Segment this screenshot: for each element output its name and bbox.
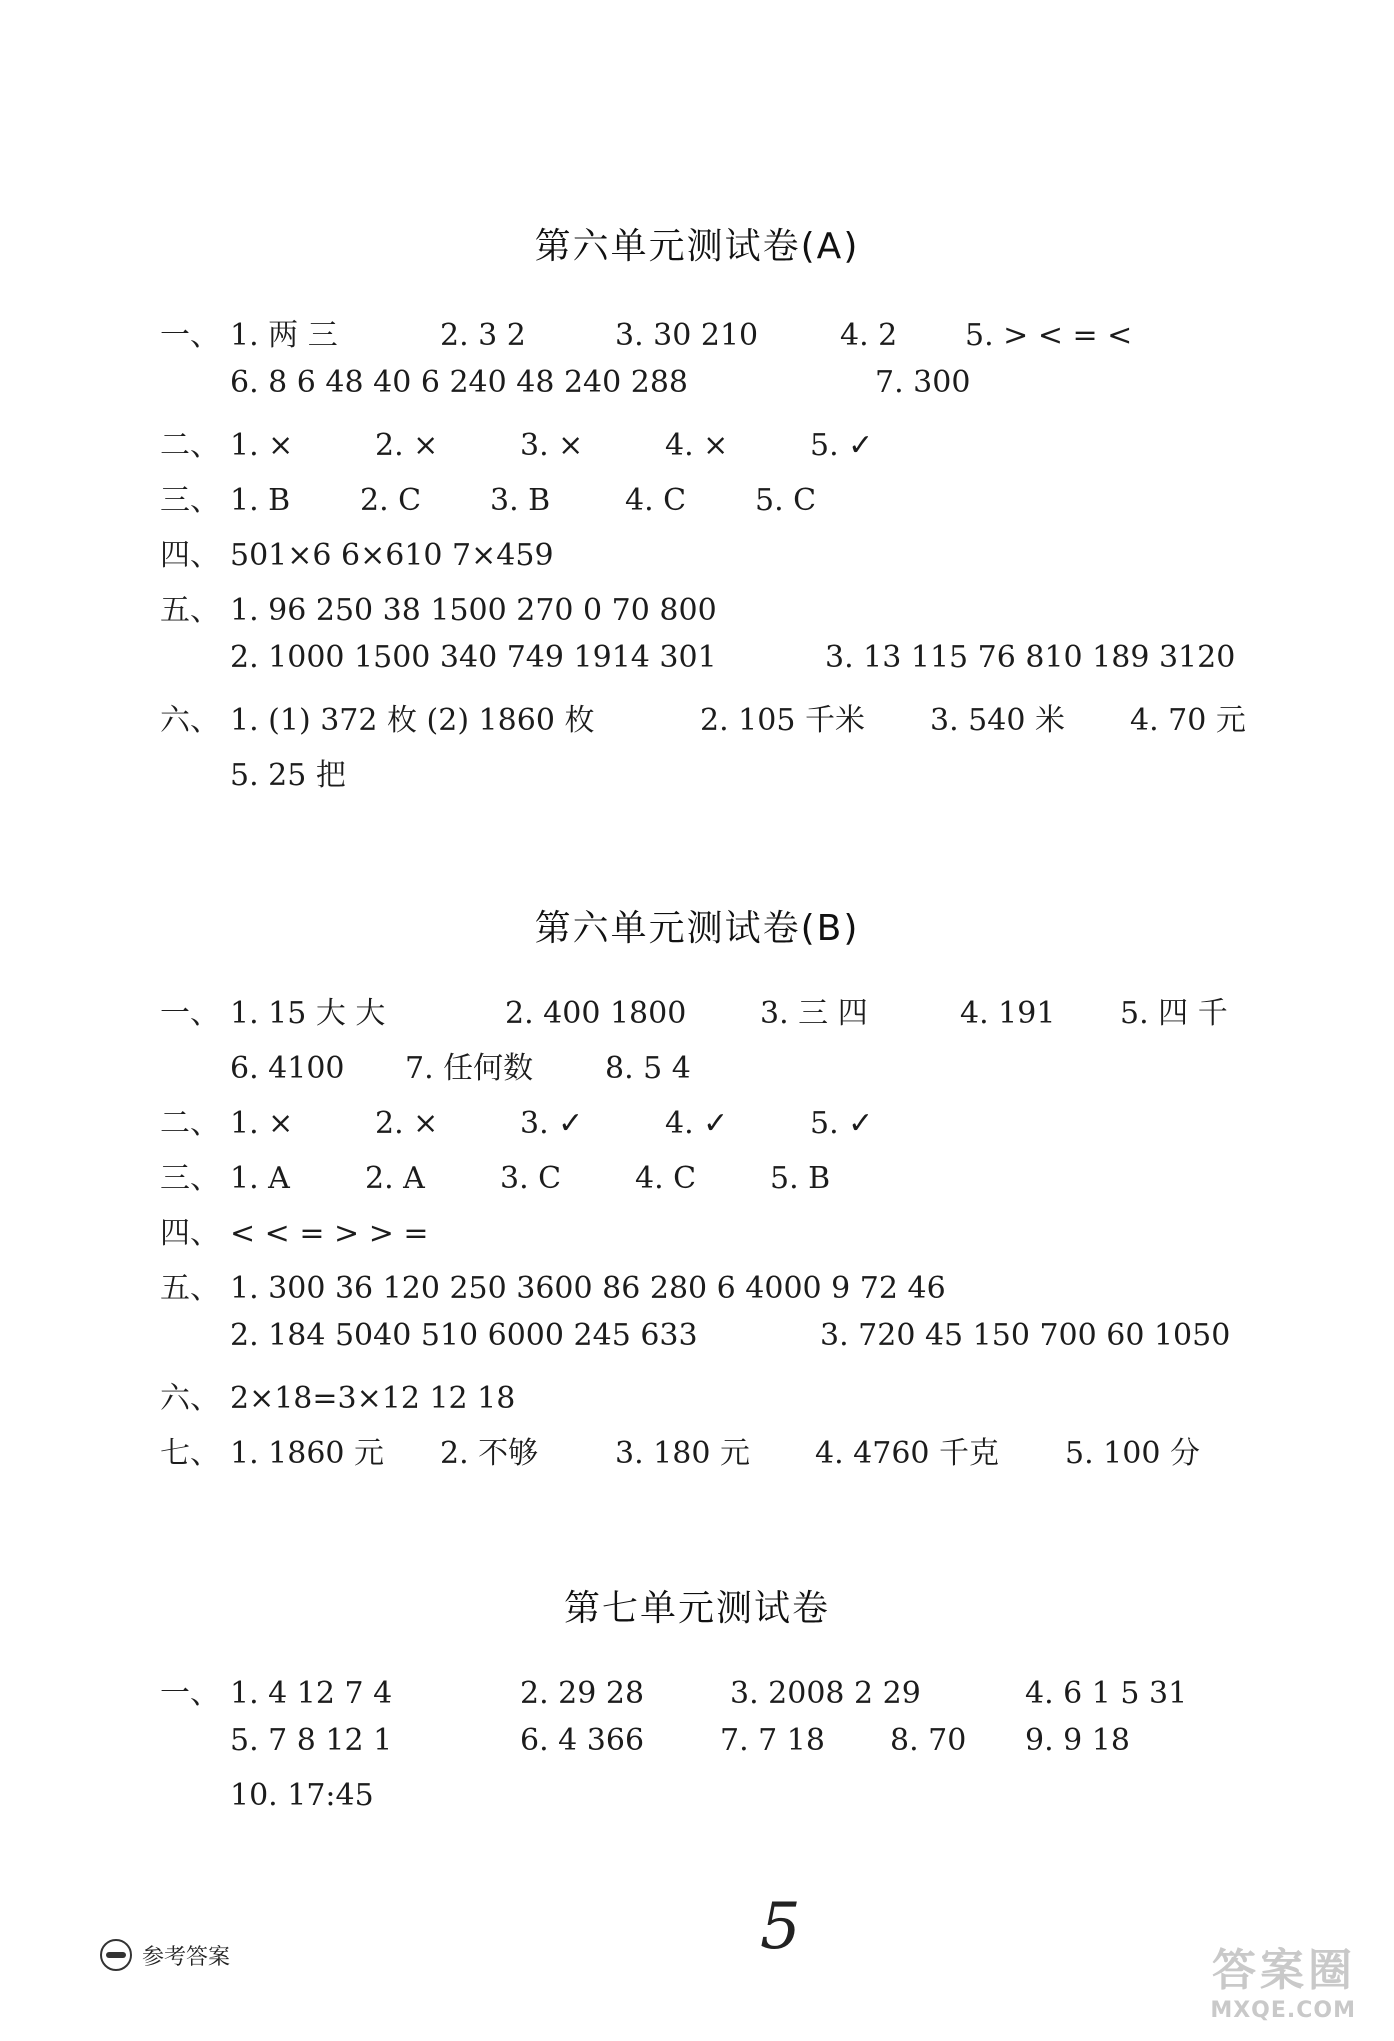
answer-item: 2. 1000 1500 340 749 1914 301 bbox=[230, 640, 717, 675]
answer-item: 3. B bbox=[490, 483, 551, 518]
answer-item: 6. 4100 bbox=[230, 1051, 345, 1086]
answer-line bbox=[230, 1778, 374, 1813]
answer-line bbox=[160, 310, 1132, 354]
question-label: 四、 bbox=[160, 1216, 220, 1251]
answer-item: 2. A bbox=[365, 1161, 425, 1196]
answer-item: 3. ✓ bbox=[520, 1106, 584, 1141]
answer-item: 4. × bbox=[665, 428, 729, 463]
question-label: 三、 bbox=[160, 1161, 220, 1196]
footer-label: 参考答案 bbox=[142, 1944, 231, 1970]
question-label: 一、 bbox=[160, 318, 220, 353]
answer-item: 3. 13 115 76 810 189 3120 bbox=[825, 640, 1236, 675]
question-label: 二、 bbox=[160, 1106, 220, 1141]
section-title: 第七单元测试卷 bbox=[563, 1588, 830, 1629]
answer-item: 4. C bbox=[625, 483, 687, 518]
answer-item: 501×6 6×610 7×459 bbox=[230, 538, 554, 573]
answer-item: 4. ✓ bbox=[665, 1106, 729, 1141]
answer-line bbox=[160, 1153, 830, 1197]
answer-item: 1. A bbox=[230, 1161, 290, 1196]
answer-item: 3. 30 210 bbox=[615, 318, 759, 353]
answer-item: 3. 540 米 bbox=[930, 703, 1065, 738]
book-icon bbox=[100, 1939, 132, 1971]
answer-item: 1. B bbox=[230, 483, 291, 518]
question-label: 六、 bbox=[160, 1381, 220, 1416]
answer-item: 2. 不够 bbox=[440, 1436, 539, 1471]
answer-item: 2. 29 28 bbox=[520, 1676, 645, 1711]
answer-item: 2. 184 5040 510 6000 245 633 bbox=[230, 1318, 698, 1353]
answer-line bbox=[230, 1723, 1130, 1758]
question-label: 三、 bbox=[160, 483, 220, 518]
answer-item: 5. C bbox=[755, 483, 817, 518]
answer-item: 1. 300 36 120 250 3600 86 280 6 4000 9 72 46 bbox=[230, 1271, 946, 1306]
answer-item: 5. 7 8 12 1 bbox=[230, 1723, 393, 1758]
section-title: 第六单元测试卷(A) bbox=[534, 226, 860, 267]
answer-item: 2. × bbox=[375, 428, 439, 463]
answer-line bbox=[230, 640, 1235, 675]
answer-line bbox=[160, 585, 717, 629]
answer-line bbox=[160, 1668, 1187, 1712]
answer-item: 2. 400 1800 bbox=[505, 996, 687, 1031]
answer-item: 1. 4 12 7 4 bbox=[230, 1676, 393, 1711]
question-label: 五、 bbox=[160, 593, 220, 628]
answer-item: 1. 两 三 bbox=[230, 318, 338, 353]
watermark bbox=[1210, 1934, 1356, 2023]
answer-item: 1. × bbox=[230, 1106, 294, 1141]
answer-item: 4. C bbox=[635, 1161, 697, 1196]
answer-line bbox=[230, 365, 970, 400]
answer-item: 3. 2008 2 29 bbox=[730, 1676, 921, 1711]
footer bbox=[100, 1935, 230, 1975]
answer-item: 1. 1860 元 bbox=[230, 1436, 385, 1471]
answer-line bbox=[230, 1043, 691, 1087]
answer-line bbox=[160, 420, 873, 464]
answer-item: 9. 9 18 bbox=[1025, 1723, 1130, 1758]
answer-item: 4. 191 bbox=[960, 996, 1056, 1031]
answer-item: 3. × bbox=[520, 428, 584, 463]
answer-line bbox=[160, 1098, 873, 1142]
page-number: 5 bbox=[760, 1890, 801, 1964]
question-label: 六、 bbox=[160, 703, 220, 738]
answer-line bbox=[160, 1428, 1200, 1472]
answer-item: 3. 180 元 bbox=[615, 1436, 750, 1471]
question-label: 七、 bbox=[160, 1436, 220, 1471]
answer-item: 10. 17:45 bbox=[230, 1778, 374, 1813]
question-label: 二、 bbox=[160, 428, 220, 463]
question-label: 四、 bbox=[160, 538, 220, 573]
answer-line bbox=[160, 475, 816, 519]
answer-item: 6. 4 366 bbox=[520, 1723, 645, 1758]
answer-item: 1. 96 250 38 1500 270 0 70 800 bbox=[230, 593, 717, 628]
answer-item: 3. 720 45 150 700 60 1050 bbox=[820, 1318, 1231, 1353]
answer-item: < < = > > = bbox=[230, 1216, 429, 1251]
section-title: 第六单元测试卷(B) bbox=[534, 908, 860, 949]
answer-item: 3. 三 四 bbox=[760, 996, 868, 1031]
answer-item: 2. 105 千米 bbox=[700, 703, 865, 738]
answer-item: 2×18=3×12 12 18 bbox=[230, 1381, 516, 1416]
answer-item: 5. > < = < bbox=[965, 318, 1133, 353]
answer-item: 2. C bbox=[360, 483, 422, 518]
answer-line bbox=[160, 988, 1228, 1032]
answer-line bbox=[160, 530, 554, 574]
answer-item: 1. (1) 372 枚 (2) 1860 枚 bbox=[230, 703, 595, 738]
answer-item: 5. ✓ bbox=[810, 1106, 874, 1141]
answer-line bbox=[160, 1208, 429, 1252]
answer-item: 5. 25 把 bbox=[230, 758, 346, 793]
answer-item: 8. 70 bbox=[890, 1723, 967, 1758]
answer-item: 5. 100 分 bbox=[1065, 1436, 1200, 1471]
answer-line bbox=[230, 750, 346, 794]
answer-item: 4. 4760 千克 bbox=[815, 1436, 1000, 1471]
answer-item: 4. 6 1 5 31 bbox=[1025, 1676, 1188, 1711]
watermark-logo: 答案圈 bbox=[1212, 1945, 1356, 1996]
answer-item: 4. 2 bbox=[840, 318, 898, 353]
question-label: 五、 bbox=[160, 1271, 220, 1306]
answer-item: 7. 任何数 bbox=[405, 1051, 534, 1086]
answer-item: 5. ✓ bbox=[810, 428, 874, 463]
answer-line bbox=[160, 695, 1246, 739]
answer-line bbox=[160, 1373, 515, 1417]
answer-item: 2. 3 2 bbox=[440, 318, 526, 353]
answer-line bbox=[230, 1318, 1230, 1353]
answer-item: 4. 70 元 bbox=[1130, 703, 1246, 738]
answer-item: 7. 7 18 bbox=[720, 1723, 825, 1758]
watermark-url: MXQE.COM bbox=[1210, 1998, 1356, 2023]
answer-item: 1. × bbox=[230, 428, 294, 463]
answer-line bbox=[160, 1263, 946, 1307]
answer-item: 3. C bbox=[500, 1161, 562, 1196]
answer-item: 6. 8 6 48 40 6 240 48 240 288 bbox=[230, 365, 689, 400]
answer-item: 7. 300 bbox=[875, 365, 971, 400]
answer-item: 5. 四 千 bbox=[1120, 996, 1228, 1031]
answer-item: 2. × bbox=[375, 1106, 439, 1141]
question-label: 一、 bbox=[160, 996, 220, 1031]
question-label: 一、 bbox=[160, 1676, 220, 1711]
answer-item: 8. 5 4 bbox=[605, 1051, 691, 1086]
answer-item: 5. B bbox=[770, 1161, 831, 1196]
answer-item: 1. 15 大 大 bbox=[230, 996, 386, 1031]
